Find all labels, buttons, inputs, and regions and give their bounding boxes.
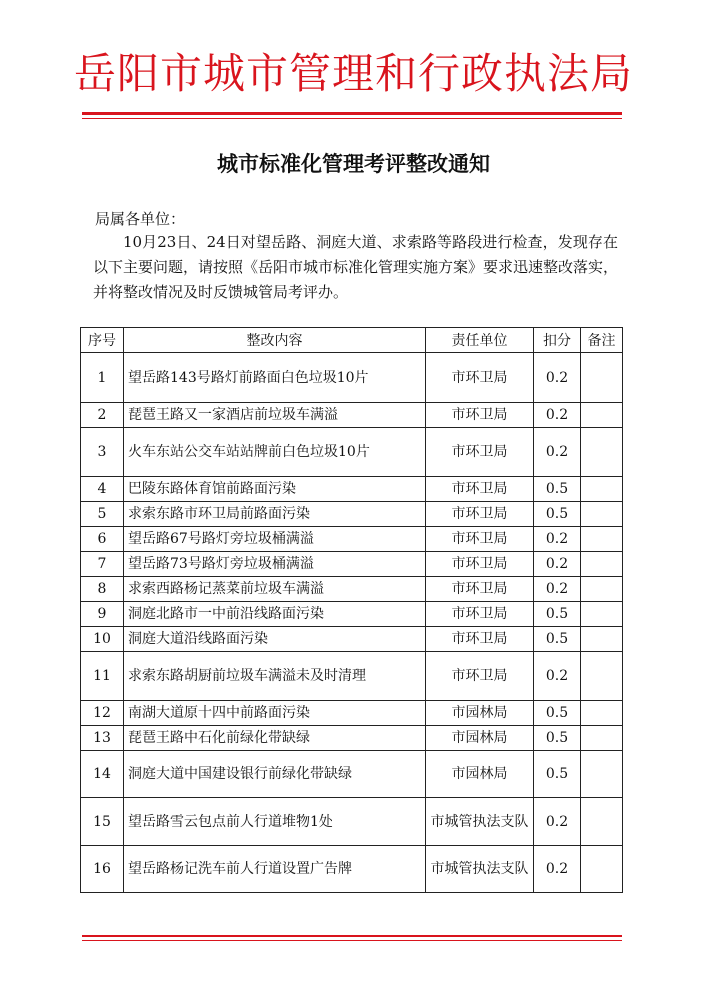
row-no: 3 (81, 428, 124, 477)
row-no: 6 (81, 527, 124, 552)
row-points: 0.2 (534, 798, 581, 846)
row-note (581, 502, 623, 527)
table-row (81, 846, 623, 893)
row-no: 10 (81, 627, 124, 652)
row-content: 琵琶王路又一家酒店前垃圾车满溢 (124, 403, 426, 428)
row-points: 0.5 (534, 726, 581, 751)
red-rule-top-thin (82, 118, 622, 119)
row-note (581, 428, 623, 477)
row-unit: 市环卫局 (426, 477, 534, 502)
table-row (81, 403, 623, 428)
table-row (81, 502, 623, 527)
row-unit: 市环卫局 (426, 627, 534, 652)
row-note (581, 652, 623, 701)
row-points: 0.2 (534, 527, 581, 552)
row-unit: 市园林局 (426, 751, 534, 798)
row-points: 0.5 (534, 502, 581, 527)
row-no: 9 (81, 602, 124, 627)
row-points: 0.5 (534, 477, 581, 502)
row-note (581, 701, 623, 726)
row-points: 0.5 (534, 751, 581, 798)
header-points: 扣分 (534, 328, 581, 353)
rectification-table (80, 327, 623, 893)
table-row (81, 602, 623, 627)
row-content: 求索东路胡厨前垃圾车满溢未及时清理 (124, 652, 426, 701)
table-row (81, 751, 623, 798)
table-row (81, 652, 623, 701)
row-unit: 市城管执法支队 (426, 798, 534, 846)
row-no: 15 (81, 798, 124, 846)
row-points: 0.5 (534, 627, 581, 652)
row-note (581, 751, 623, 798)
row-no: 14 (81, 751, 124, 798)
row-note (581, 477, 623, 502)
row-unit: 市园林局 (426, 701, 534, 726)
row-no: 16 (81, 846, 124, 893)
table-row (81, 552, 623, 577)
row-unit: 市环卫局 (426, 552, 534, 577)
row-unit: 市环卫局 (426, 428, 534, 477)
table-row (81, 627, 623, 652)
row-points: 0.2 (534, 552, 581, 577)
row-points: 0.2 (534, 846, 581, 893)
header-no: 序号 (81, 328, 124, 353)
row-unit: 市环卫局 (426, 652, 534, 701)
table-row (81, 428, 623, 477)
table-row (81, 798, 623, 846)
row-points: 0.2 (534, 403, 581, 428)
row-points: 0.2 (534, 428, 581, 477)
row-unit: 市环卫局 (426, 353, 534, 403)
row-content: 洞庭北路市一中前沿线路面污染 (124, 602, 426, 627)
row-content: 巴陵东路体育馆前路面污染 (124, 477, 426, 502)
table-row (81, 701, 623, 726)
row-note (581, 353, 623, 403)
header-content: 整改内容 (124, 328, 426, 353)
red-rule-top-thick (82, 112, 622, 115)
row-content: 望岳路雪云包点前人行道堆物1处 (124, 798, 426, 846)
document-title: 城市标准化管理考评整改通知 (217, 152, 490, 176)
table-row (81, 577, 623, 602)
masthead: 岳阳市城市管理和行政执法局 (73, 49, 633, 98)
row-note (581, 798, 623, 846)
row-points: 0.5 (534, 701, 581, 726)
row-note (581, 846, 623, 893)
row-no: 5 (81, 502, 124, 527)
body-paragraph: 10月23日、24日对望岳路、洞庭大道、求索路等路段进行检查，发现存在以下主要问题，请按照《岳阳市城市标准化管理实施方案》要求迅速整改落实，并将整改情况及时反馈城管局考评办。 (93, 233, 619, 301)
row-content: 南湖大道原十四中前路面污染 (124, 701, 426, 726)
row-no: 7 (81, 552, 124, 577)
row-content: 望岳路杨记洗车前人行道设置广告牌 (124, 846, 426, 893)
row-points: 0.2 (534, 652, 581, 701)
row-no: 1 (81, 353, 124, 403)
row-content: 求索西路杨记蒸菜前垃圾车满溢 (124, 577, 426, 602)
row-note (581, 577, 623, 602)
row-points: 0.2 (534, 353, 581, 403)
row-unit: 市环卫局 (426, 527, 534, 552)
row-unit: 市环卫局 (426, 602, 534, 627)
row-content: 望岳路73号路灯旁垃圾桶满溢 (124, 552, 426, 577)
header-note: 备注 (581, 328, 623, 353)
row-no: 11 (81, 652, 124, 701)
row-unit: 市环卫局 (426, 403, 534, 428)
row-content: 望岳路143号路灯前路面白色垃圾10片 (124, 353, 426, 403)
row-content: 求索东路市环卫局前路面污染 (124, 502, 426, 527)
row-no: 4 (81, 477, 124, 502)
row-no: 2 (81, 403, 124, 428)
table-row (81, 353, 623, 403)
table-row (81, 527, 623, 552)
red-rule-bottom-thick (82, 935, 622, 937)
row-note (581, 403, 623, 428)
table-header-row (81, 328, 623, 353)
row-unit: 市园林局 (426, 726, 534, 751)
row-unit: 市环卫局 (426, 577, 534, 602)
row-unit: 市环卫局 (426, 502, 534, 527)
row-content: 琵琶王路中石化前绿化带缺绿 (124, 726, 426, 751)
row-note (581, 726, 623, 751)
row-note (581, 527, 623, 552)
row-no: 8 (81, 577, 124, 602)
row-no: 13 (81, 726, 124, 751)
row-points: 0.2 (534, 577, 581, 602)
row-unit: 市城管执法支队 (426, 846, 534, 893)
red-rule-bottom-thin (82, 940, 622, 941)
table-row (81, 477, 623, 502)
row-note (581, 602, 623, 627)
row-no: 12 (81, 701, 124, 726)
row-note (581, 627, 623, 652)
row-content: 洞庭大道中国建设银行前绿化带缺绿 (124, 751, 426, 798)
row-content: 望岳路67号路灯旁垃圾桶满溢 (124, 527, 426, 552)
row-content: 洞庭大道沿线路面污染 (124, 627, 426, 652)
row-content: 火车东站公交车站站牌前白色垃圾10片 (124, 428, 426, 477)
header-unit: 责任单位 (426, 328, 534, 353)
table-row (81, 726, 623, 751)
row-note (581, 552, 623, 577)
row-points: 0.5 (534, 602, 581, 627)
salutation: 局属各单位： (95, 210, 186, 228)
